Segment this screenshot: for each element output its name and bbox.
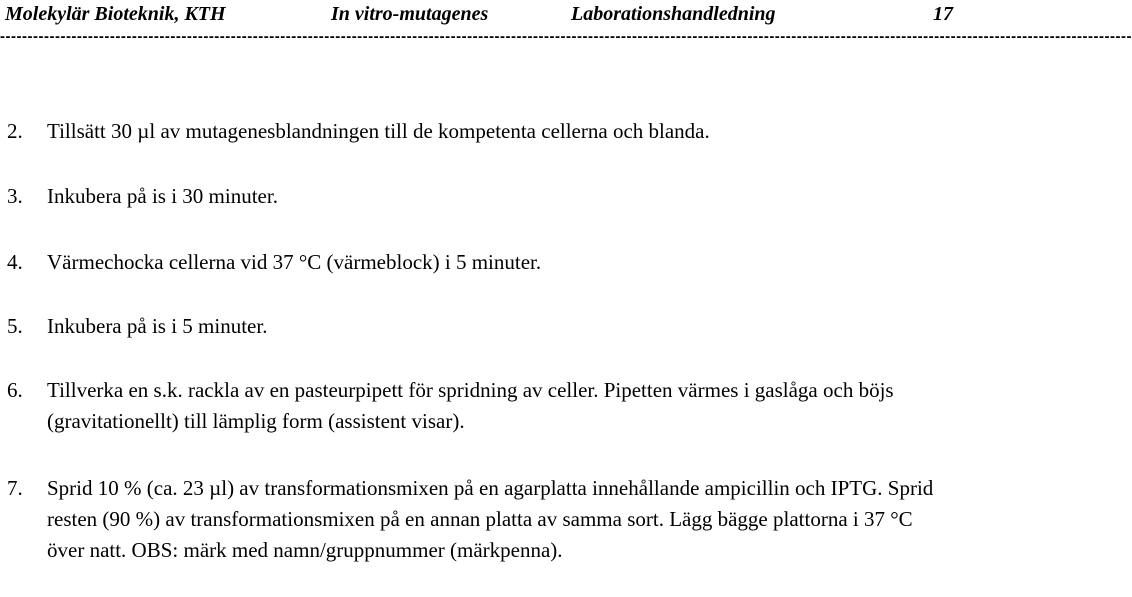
header-dashed-rule: --------------------------------------------------------------------------------------------------------------------------------------------------------------------------------------------------------------	[0, 28, 1132, 45]
step-item	[7, 247, 955, 278]
step-number: 3.	[7, 184, 23, 208]
step-item	[7, 116, 955, 147]
step-number: 4.	[7, 250, 23, 274]
header-title: In vitro-mutagenes	[331, 3, 489, 25]
step-text: Tillsätt 30 µl av mutagenesblandningen till de kompetenta cellerna och blanda.	[47, 119, 710, 143]
header-document-type: Laborationshandledning	[571, 3, 776, 25]
step-number: 6.	[7, 378, 23, 402]
step-number: 7.	[7, 476, 23, 500]
step-text: Inkubera på is i 5 minuter.	[47, 314, 268, 338]
step-text: Inkubera på is i 30 minuter.	[47, 184, 278, 208]
step-text: Värmechocka cellerna vid 37 °C (värmeblock) i 5 minuter.	[47, 250, 542, 274]
step-item	[7, 473, 955, 566]
step-number: 2.	[7, 119, 23, 143]
header-course: Molekylär Bioteknik, KTH	[5, 3, 226, 25]
step-item	[7, 181, 955, 212]
page-number: 17	[933, 3, 953, 25]
step-item	[7, 311, 955, 342]
step-number: 5.	[7, 314, 23, 338]
page-header	[0, 0, 960, 30]
step-text: Sprid 10 % (ca. 23 µl) av transformationsmixen på en agarplatta innehållande ampicillin och IPTG. Sprid resten (90 %) av transformationsmixen på en annan platta av samma sort. Lägg bägge plattorna i 37 °C över natt. OBS: märk med namn/gruppnummer (märkpenna).	[47, 476, 934, 562]
step-item	[7, 375, 955, 437]
step-text: Tillverka en s.k. rackla av en pasteurpipett för spridning av celler. Pipetten värmes i gaslåga och böjs (gravitationellt) till lämplig form (assistent visar).	[47, 378, 894, 433]
